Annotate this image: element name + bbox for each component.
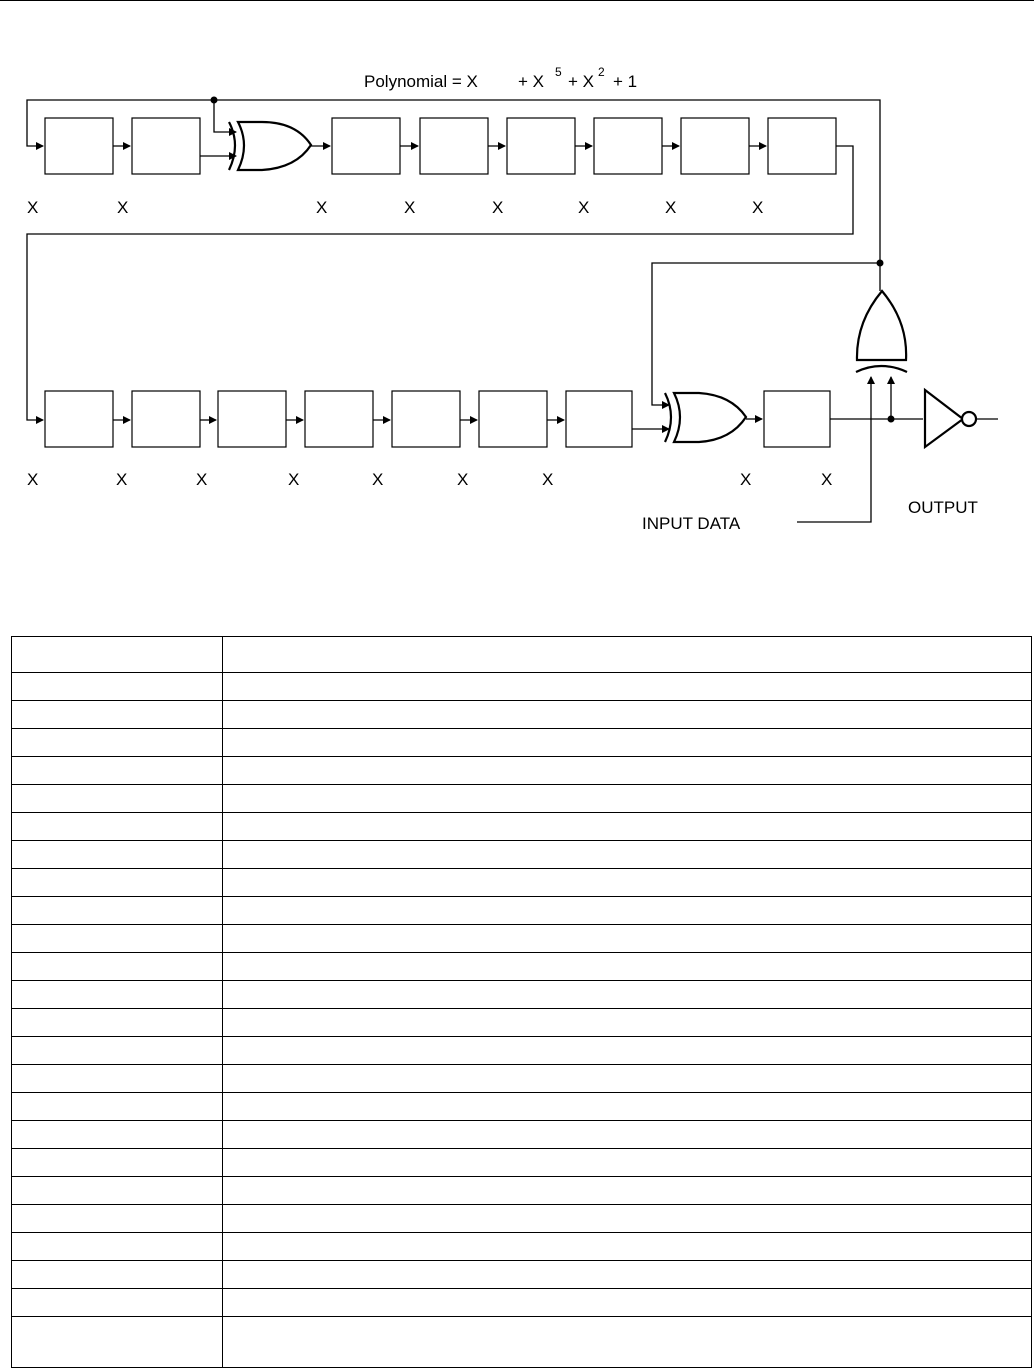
register-top-4 <box>420 118 488 174</box>
table-row <box>12 785 1032 813</box>
table-cell <box>223 1121 1032 1149</box>
table-cell <box>12 869 223 897</box>
table-cell <box>223 701 1032 729</box>
table-row <box>12 1233 1032 1261</box>
bottom-row-labels <box>27 470 832 489</box>
polynomial-term-3: + X <box>568 72 594 91</box>
table-cell <box>12 785 223 813</box>
table-row <box>12 1205 1032 1233</box>
table-cell <box>223 981 1032 1009</box>
table-cell <box>12 1233 223 1261</box>
table-row <box>12 1261 1032 1289</box>
table-cell <box>223 1289 1032 1317</box>
feedback-wire-bottom <box>652 263 880 405</box>
table-cell <box>223 757 1032 785</box>
table-row <box>12 869 1032 897</box>
table-cell <box>12 729 223 757</box>
table-cell <box>12 673 223 701</box>
table-cell <box>223 729 1032 757</box>
table-cell <box>12 925 223 953</box>
svg-text:X: X <box>542 470 554 489</box>
svg-text:X: X <box>27 198 39 217</box>
table-cell <box>12 757 223 785</box>
table-cell <box>12 637 223 673</box>
table-cell <box>223 813 1032 841</box>
polynomial-term-2: + X <box>518 72 544 91</box>
table-row <box>12 1065 1032 1093</box>
table-row <box>12 897 1032 925</box>
table-row <box>12 701 1032 729</box>
polynomial-exp-5: 5 <box>555 65 562 79</box>
table-cell <box>223 897 1032 925</box>
table-cell <box>12 813 223 841</box>
output-label: OUTPUT <box>908 498 978 517</box>
table-row <box>12 981 1032 1009</box>
table-row <box>12 1121 1032 1149</box>
polynomial-term-4: + 1 <box>613 72 638 91</box>
table-row <box>12 1177 1032 1205</box>
table-cell <box>223 925 1032 953</box>
table-cell <box>223 1177 1032 1205</box>
table-cell <box>12 1149 223 1177</box>
wrap-wire <box>27 146 853 420</box>
table-cell <box>223 1009 1032 1037</box>
table-row <box>12 729 1032 757</box>
svg-text:X: X <box>316 198 328 217</box>
table-cell <box>223 1233 1032 1261</box>
register-top-7 <box>681 118 749 174</box>
register-top-1 <box>45 118 113 174</box>
table-row <box>12 1037 1032 1065</box>
table-cell <box>12 1289 223 1317</box>
register-bottom-6 <box>479 391 547 447</box>
table-cell <box>223 1065 1032 1093</box>
table-row <box>12 953 1032 981</box>
svg-text:X: X <box>665 198 677 217</box>
register-top-3 <box>332 118 400 174</box>
table-row <box>12 841 1032 869</box>
table-row <box>12 1317 1032 1368</box>
table-row <box>12 637 1032 673</box>
table-cell <box>223 841 1032 869</box>
table-cell <box>12 1009 223 1037</box>
polynomial-title: Polynomial = X <box>364 72 478 91</box>
scrambler-diagram <box>0 0 1034 600</box>
xor-gate-top <box>229 122 311 170</box>
register-top-5 <box>507 118 575 174</box>
svg-text:X: X <box>117 198 129 217</box>
table-row <box>12 1093 1032 1121</box>
register-bottom-3 <box>218 391 286 447</box>
table-row <box>12 1009 1032 1037</box>
register-bottom-4 <box>305 391 373 447</box>
register-top-2 <box>132 118 200 174</box>
svg-text:X: X <box>404 198 416 217</box>
svg-text:X: X <box>116 470 128 489</box>
svg-text:X: X <box>196 470 208 489</box>
empty-table <box>11 636 1032 1368</box>
table-cell <box>12 1317 223 1368</box>
table-cell <box>223 1261 1032 1289</box>
table-cell <box>12 1093 223 1121</box>
xor-gate-bottom <box>665 393 746 442</box>
table-row <box>12 813 1032 841</box>
table-cell <box>223 1317 1032 1368</box>
table-row <box>12 1289 1032 1317</box>
table-cell <box>12 953 223 981</box>
table-row <box>12 1149 1032 1177</box>
input-data-label: INPUT DATA <box>642 514 741 533</box>
table-cell <box>12 981 223 1009</box>
data-table <box>11 636 1032 1368</box>
table-cell <box>223 1037 1032 1065</box>
table-cell <box>12 1037 223 1065</box>
table-cell <box>12 1261 223 1289</box>
table-cell <box>223 637 1032 673</box>
tap-wire-top <box>214 100 236 132</box>
svg-text:X: X <box>372 470 384 489</box>
register-bottom-1 <box>45 391 113 447</box>
svg-text:X: X <box>740 470 752 489</box>
register-bottom-7 <box>566 391 632 447</box>
svg-text:X: X <box>27 470 39 489</box>
svg-text:X: X <box>578 198 590 217</box>
svg-text:X: X <box>752 198 764 217</box>
register-top-6 <box>594 118 662 174</box>
svg-text:X: X <box>288 470 300 489</box>
xor-gate-output <box>856 291 907 372</box>
register-top-8 <box>768 118 836 174</box>
table-row <box>12 673 1032 701</box>
table-cell <box>223 1205 1032 1233</box>
table-row <box>12 925 1032 953</box>
svg-text:X: X <box>457 470 469 489</box>
register-bottom-2 <box>132 391 200 447</box>
svg-text:X: X <box>492 198 504 217</box>
table-cell <box>12 897 223 925</box>
table-cell <box>223 953 1032 981</box>
top-row-labels <box>27 198 763 217</box>
table-cell <box>12 1177 223 1205</box>
table-cell <box>223 673 1032 701</box>
table-cell <box>12 841 223 869</box>
output-inverter <box>925 390 998 447</box>
table-cell <box>12 701 223 729</box>
polynomial-exp-2: 2 <box>598 65 605 79</box>
table-cell <box>12 1205 223 1233</box>
table-cell <box>223 785 1032 813</box>
table-cell <box>12 1065 223 1093</box>
table-row <box>12 757 1032 785</box>
svg-text:X: X <box>821 470 833 489</box>
table-cell <box>223 869 1032 897</box>
table-cell <box>223 1093 1032 1121</box>
register-bottom-8 <box>764 391 830 447</box>
table-cell <box>12 1121 223 1149</box>
table-cell <box>223 1149 1032 1177</box>
register-bottom-5 <box>392 391 460 447</box>
